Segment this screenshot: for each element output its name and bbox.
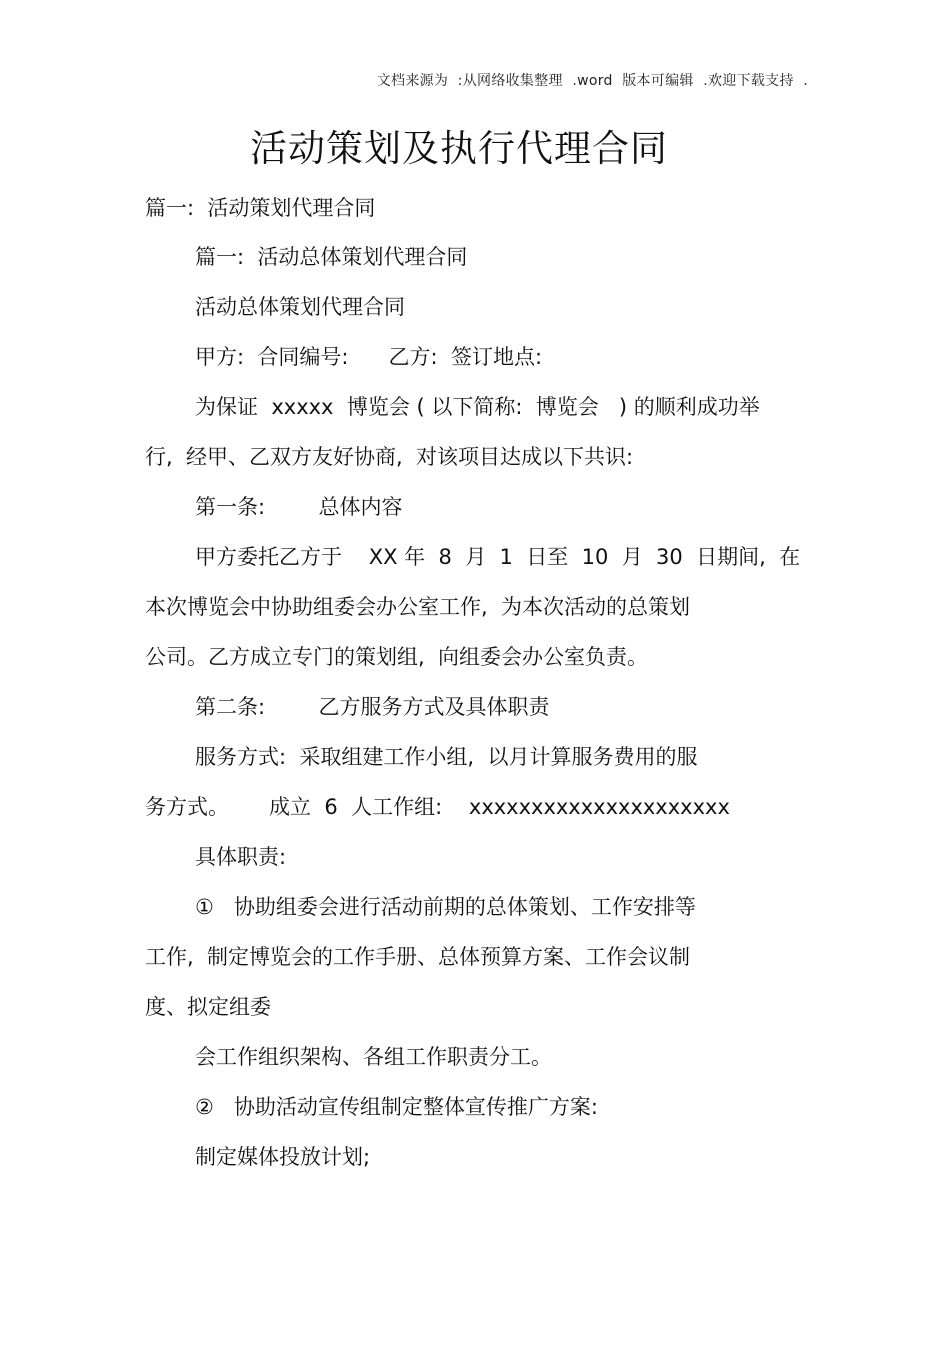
subsection-heading: 篇一: 活动总体策划代理合同 [195, 245, 468, 269]
header-note: 文档来源为 :从网络收集整理 .word 版本可编辑 .欢迎下载支持 . [376, 73, 808, 89]
paragraph-line: 为保证 xxxxx 博览会 ( 以下简称: 博览会 ) 的顺利成功举 [195, 395, 760, 419]
party-info: 甲方: 合同编号: 乙方: 签订地点: [195, 345, 543, 369]
paragraph-line: 务方式。 成立 6 人工作组: xxxxxxxxxxxxxxxxxxxxx [145, 795, 730, 819]
paragraph-line: 公司。乙方成立专门的策划组, 向组委会办公室负责。 [145, 645, 649, 669]
article-heading: 第一条: 总体内容 [195, 495, 403, 519]
list-item: ① 协助组委会进行活动前期的总体策划、工作安排等 [195, 895, 696, 919]
paragraph-line: 会工作组织架构、各组工作职责分工。 [195, 1045, 552, 1069]
paragraph-line: 行, 经甲、乙双方友好协商, 对该项目达成以下共识: [145, 445, 634, 469]
paragraph-line: 制定媒体投放计划; [195, 1145, 371, 1169]
contract-name: 活动总体策划代理合同 [195, 295, 405, 319]
paragraph-line: 工作, 制定博览会的工作手册、总体预算方案、工作会议制 [145, 945, 691, 969]
duties-heading: 具体职责: [195, 845, 287, 869]
document-title: 活动策划及执行代理合同 [250, 127, 668, 170]
paragraph-line: 本次博览会中协助组委会办公室工作, 为本次活动的总策划 [145, 595, 691, 619]
paragraph-line: 度、拟定组委 [145, 995, 271, 1019]
paragraph-line: 甲方委托乙方于 XX 年 8 月 1 日至 10 月 30 日期间, 在 [195, 545, 801, 569]
article-heading: 第二条: 乙方服务方式及具体职责 [195, 695, 550, 719]
paragraph-line: 服务方式: 采取组建工作小组, 以月计算服务费用的服 [195, 745, 698, 769]
section-heading: 篇一: 活动策划代理合同 [145, 196, 376, 220]
list-item: ② 协助活动宣传组制定整体宣传推广方案: [195, 1095, 598, 1119]
